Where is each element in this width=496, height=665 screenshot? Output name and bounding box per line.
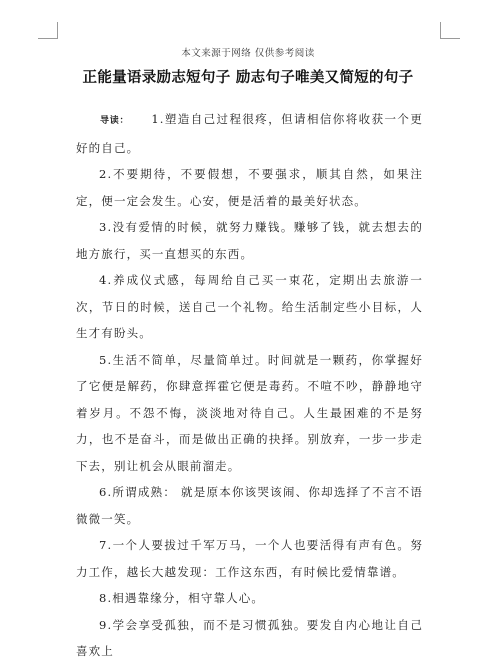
crop-mark-top-left — [38, 38, 57, 39]
intro-paragraph — [76, 106, 423, 161]
quote-paragraph: 3.没有爱情的时候，就努力赚钱。赚够了钱，就去想去的地方旅行，买一直想买的东西。 — [76, 220, 423, 261]
intro-label: 导读： — [100, 116, 130, 126]
crop-mark-top-left — [57, 22, 58, 39]
crop-mark-top-right — [441, 38, 460, 39]
quote-paragraph: 6.所谓成熟： 就是原本你该哭该闹、你却选择了不言不语微微一笑。 — [76, 485, 423, 526]
document-body — [76, 106, 423, 665]
crop-mark-top-right — [440, 22, 441, 39]
quote-paragraph: 9.学会享受孤独，而不是习惯孤独。要发自内心地让自己喜欢上 — [76, 617, 423, 658]
source-note: 本文来源于网络 仅供参考阅读 — [181, 48, 315, 59]
page-title: 正能量语录励志短句子 励志句子唯美又简短的句子 — [82, 70, 414, 86]
quote-paragraph: 4.养成仪式感，每周给自己买一束花，定期出去旅游一次，节日的时候，送自己一个礼物。给生活制定些小目标，人生才有盼头。 — [76, 273, 423, 340]
quote-paragraph: 7.一个人要拔过千军万马，一个人也要活得有声有色。努力工作，越长大越发现：工作这东西，有时候比爱情靠谱。 — [76, 538, 423, 579]
quote-paragraph: 2.不要期待，不要假想，不要强求，顺其自然，如果注定，便一定会发生。心安，便是活着的最美好状态。 — [76, 167, 423, 208]
intro-text: 1.塑造自己过程很疼，但请相信你将收获一个更好的自己。 — [76, 112, 423, 155]
quote-paragraph: 8.相遇靠缘分，相守靠人心。 — [99, 591, 265, 605]
quote-paragraph: 5.生活不简单，尽量简单过。时间就是一颗药，你掌握好了它便是解药，你肆意挥霍它便是毒药。不喧不吵，静静地守着岁月。不怨不悔，淡淡地对待自己。人生最困难的不是努力，也不是奋斗，而是做出正确的抉择。别放弃，一步一步走下去，别让机会从眼前溜走。 — [76, 352, 423, 473]
